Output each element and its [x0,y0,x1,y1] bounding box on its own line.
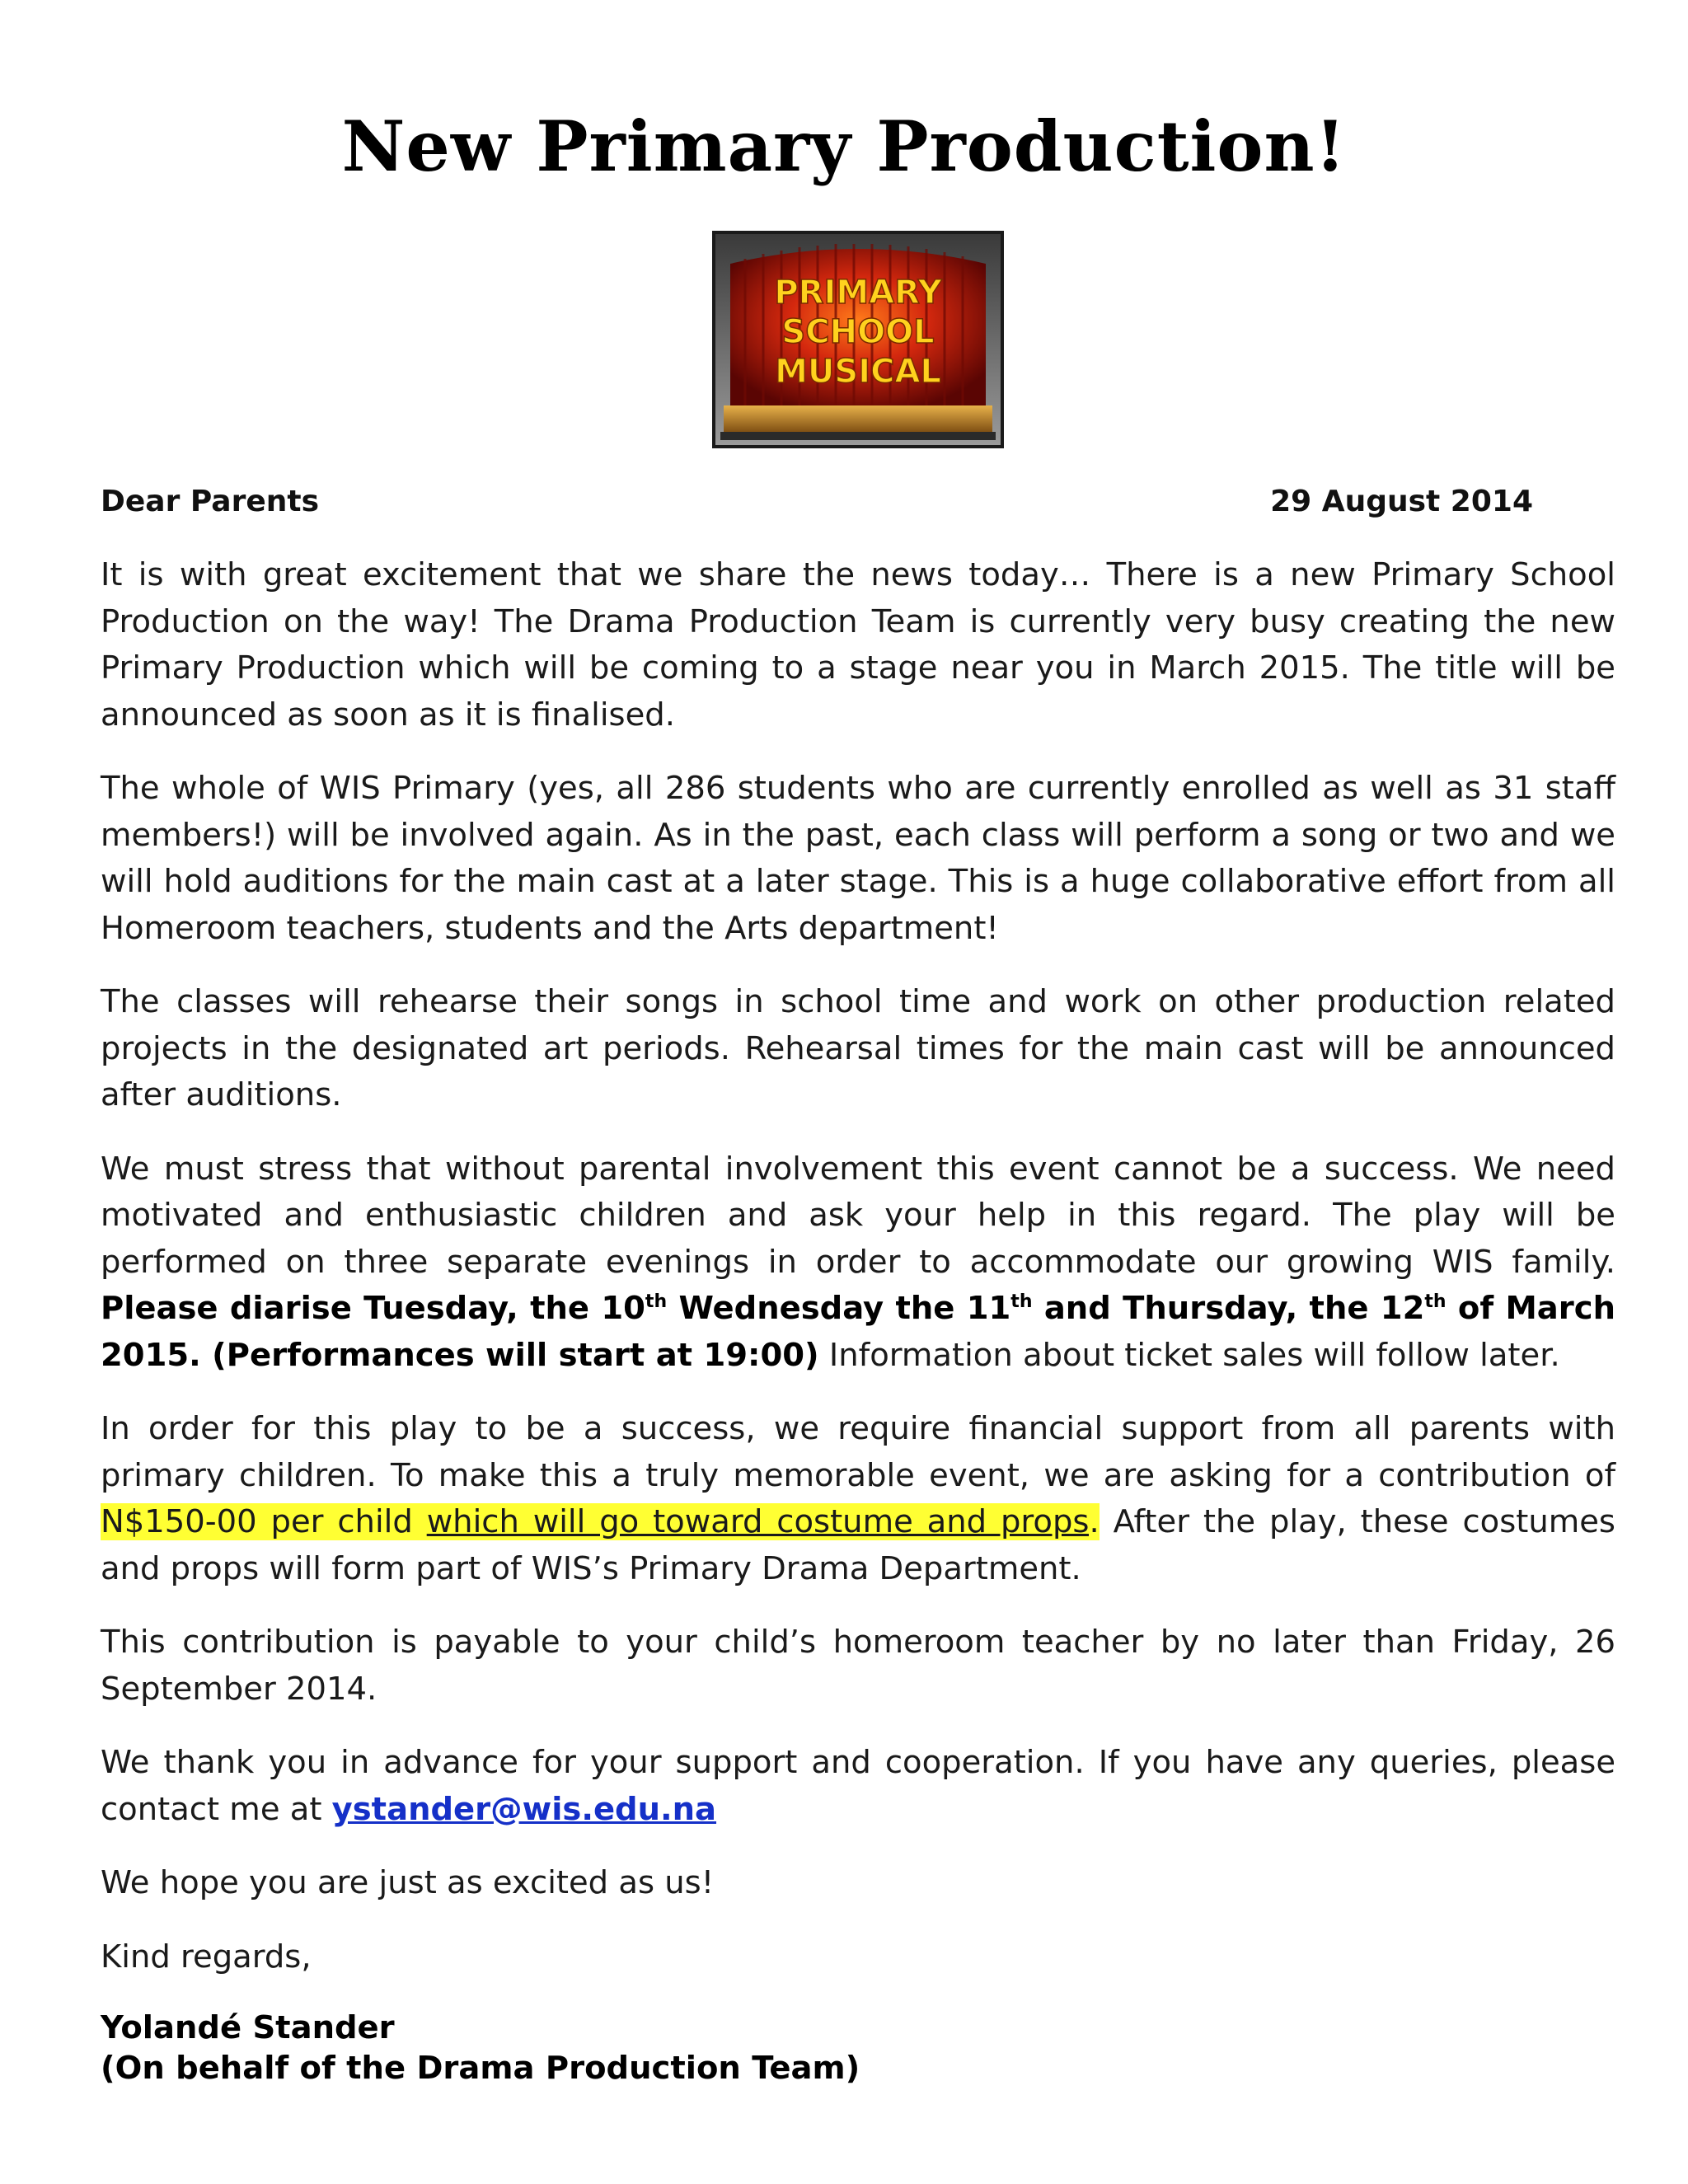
paragraph-payment-deadline: This contribution is payable to your child’s homeroom teacher by no later than Friday, 26 September 2014. [101,1624,1615,1708]
logo-line-primary: PRIMARY [774,274,942,312]
paragraph-announcement: It is with great excitement that we share the news today… There is a new Primary School Production on the way! The Drama Production Team is currently very busy creating the new Primary Production which will be coming to a stage near you in March 2015. The title will be announced as soon as it is finalised. [101,556,1615,733]
letter-date: 29 August 2014 [1270,485,1533,518]
letter-header [101,485,1533,518]
highlighted-amount: N$150-00 per child [101,1503,427,1540]
letter-body [101,552,1615,2088]
signature-block [101,2008,1615,2088]
page-title: New Primary Production! [341,105,1347,187]
paragraph-performances [101,1146,1615,1380]
paragraph-contribution: In order for this play to be a success, we require financial support from all parents with primary children. To make this a truly memorable event, we are asking for a contribution of N$150-00 per child which will go toward costume and props. After the play, these costumes and props will form part of WIS’s Primary Drama Department. [101,1410,1615,1587]
paragraph-rehearsals: The classes will rehearse their songs in school time and work on other production related projects in the designated art periods. Rehearsal times for the main cast will be announced after auditions. [101,983,1615,1113]
performances-intro: We must stress that without parental involvement this event cannot be a success. We need motivated and enthusiastic children and ask your help in this regard. The play will be performed on three separate evenings in order to accommodate our growing WIS family. [101,1150,1615,1281]
signature-role: (On behalf of the Drama Production Team) [101,2050,860,2087]
logo-line-musical: MUSICAL [775,353,941,391]
primary-school-musical-logo [712,231,1004,448]
paragraph-involvement: The whole of WIS Primary (yes, all 286 students who are currently enrolled as well as 31 staff members!) will be involved again. As in the past, each class will perform a song or two and we will hold auditions for the main cast at a later stage. This is a huge collaborative effort from all Homeroom teachers, students and the Arts department! [101,770,1615,947]
highlighted-purpose: which will go toward costume and props [426,1503,1090,1540]
paragraph-contact: We thank you in advance for your support and cooperation. If you have any queries, please contact me at ystander@wis.edu.na [101,1744,1615,1828]
logo-line-school: SCHOOL [781,313,935,351]
signature-name: Yolandé Stander [101,2009,395,2046]
paragraph-closing: We hope you are just as excited as us! [101,1864,715,1901]
performance-dates: Please diarise Tuesday, the 10th Wednesday the 11th and Thursday, the 12th of March 2015. (Performances will start at 19:00) [101,1290,1615,1374]
greeting: Dear Parents [101,485,320,518]
contact-email-link[interactable]: ystander@wis.edu.na [331,1790,717,1828]
ticket-info: Information about ticket sales will follow later. [818,1336,1560,1374]
paragraph-regards: Kind regards, [101,1938,312,1975]
